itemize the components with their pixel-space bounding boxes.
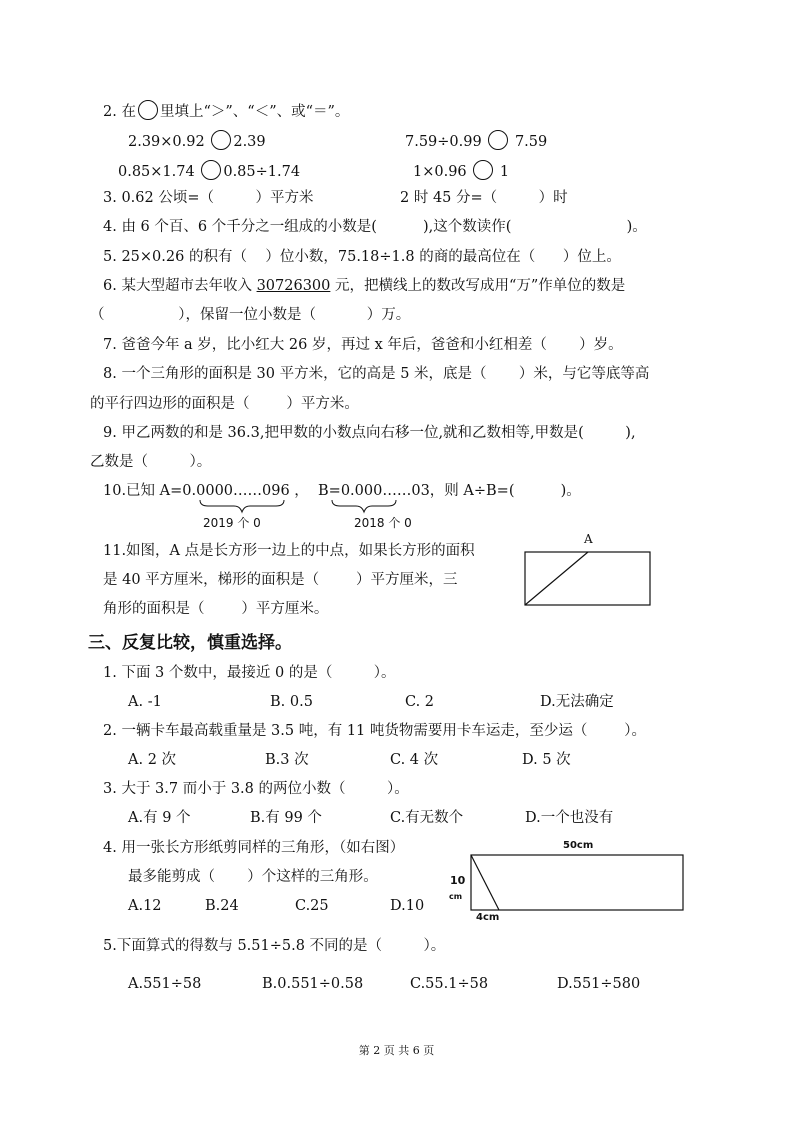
q11-line3: 角形的面积是（ ）平方厘米。: [103, 601, 329, 617]
s3-q1: 1. 下面 3 个数中，最接近 0 的是（ ）。: [103, 665, 396, 681]
q3a: 3. 0.62 公顷=（ ）平方米: [103, 190, 314, 206]
q4: 4. 由 6 个百、6 个千分之一组成的小数是( ),这个数读作( )。: [103, 219, 647, 235]
q10-braces: [200, 500, 396, 512]
q10: 10.已知 A=0.0000……096 ， B=0.000……03，则 A÷B=( )。: [103, 483, 581, 499]
option[interactable]: B.0.551÷0.58: [262, 976, 364, 992]
rectangle: [525, 552, 650, 605]
option[interactable]: B. 0.5: [270, 694, 313, 710]
q10-label-b: 2018 个 0: [354, 516, 412, 530]
q2-compare-4: 1×0.96 1: [413, 160, 509, 182]
q2-prompt: 2. 在 里填上“＞”、“＜”、或“＝”。: [103, 100, 349, 122]
q5: 5. 25×0.26 的积有（ ）位小数，75.18÷1.8 的商的最高位在（ ）位上。: [103, 249, 621, 265]
option[interactable]: B.24: [205, 898, 239, 914]
brace-a: [200, 500, 284, 512]
option[interactable]: D.10: [390, 898, 425, 914]
option[interactable]: A.551÷58: [128, 976, 202, 992]
option[interactable]: D.无法确定: [540, 694, 614, 710]
option[interactable]: D.551÷580: [557, 976, 641, 992]
page-footer: 第 2 页 共 6 页: [358, 1044, 435, 1057]
s3-q4: 4. 用一张长方形纸剪同样的三角形，（如右图）: [103, 840, 405, 856]
q3b: 2 时 45 分=（ ）时: [400, 190, 568, 206]
q7: 7. 爸爸今年 a 岁，比小红大 26 岁，再过 x 年后，爸爸和小红相差（ ）岁。: [103, 337, 623, 353]
q2-compare-3: 0.85×1.74 0.85÷1.74: [118, 160, 300, 182]
underlined-number: 30726300: [256, 278, 331, 294]
q11-line2: 是 40 平方厘米，梯形的面积是（ ）平方厘米，三: [103, 572, 458, 588]
option[interactable]: A. 2 次: [128, 752, 177, 768]
q6-cont: （ ），保留一位小数是（ ）万。: [90, 307, 411, 323]
s3-q5: 5.下面算式的得数与 5.51÷5.8 不同的是（ ）。: [103, 938, 446, 954]
option[interactable]: B.有 99 个: [250, 810, 322, 826]
point-a-label: A: [584, 532, 593, 546]
fig-bottom-label: 4cm: [476, 912, 500, 923]
fig-left-num: 10: [450, 874, 466, 887]
fig-top-label: 50cm: [563, 840, 594, 851]
option[interactable]: C.25: [295, 898, 329, 914]
q8-cont: 的平行四边形的面积是（ ）平方米。: [90, 396, 359, 412]
q9-cont: 乙数是（ ）。: [90, 454, 212, 470]
option[interactable]: C.55.1÷58: [410, 976, 489, 992]
option[interactable]: A.12: [128, 898, 162, 914]
q11-figure: [525, 552, 650, 605]
q2-compare-1: 2.39×0.92 2.39: [128, 130, 266, 152]
option[interactable]: D.一个也没有: [525, 810, 614, 826]
option[interactable]: A. -1: [128, 694, 162, 710]
option[interactable]: C. 4 次: [390, 752, 439, 768]
s3-q4-cont: 最多能剪成（ ）个这样的三角形。: [128, 869, 378, 885]
q2-compare-2: 7.59÷0.99 7.59: [405, 130, 547, 152]
q10-label-a: 2019 个 0: [203, 516, 261, 530]
option[interactable]: C. 2: [405, 694, 435, 710]
s3-q2: 2. 一辆卡车最高载重量是 3.5 吨，有 11 吨货物需要用卡车运走，至少运（ ）。: [103, 723, 647, 739]
option[interactable]: B.3 次: [265, 752, 309, 768]
q4-figure: [471, 855, 683, 910]
q8: 8. 一个三角形的面积是 30 平方米，它的高是 5 米，底是（ ）米，与它等底等高: [103, 366, 650, 382]
fig-left-unit: cm: [449, 892, 463, 901]
option[interactable]: C.有无数个: [390, 810, 464, 826]
q6: 6. 某大型超市去年收入 30726300 元，把横线上的数改写成用“万”作单位的数是: [103, 278, 626, 294]
cut-line: [471, 855, 499, 910]
brace-b: [332, 500, 396, 512]
option[interactable]: A.有 9 个: [128, 810, 191, 826]
option[interactable]: D. 5 次: [522, 752, 571, 768]
s3-q3: 3. 大于 3.7 而小于 3.8 的两位小数（ ）。: [103, 781, 409, 797]
paper-rectangle: [471, 855, 683, 910]
q11-line1: 11.如图，A 点是长方形一边上的中点，如果长方形的面积: [103, 543, 475, 559]
section3-title: 三、反复比较，慎重选择。: [88, 633, 292, 653]
q9: 9. 甲乙两数的和是 36.3,把甲数的小数点向右移一位,就和乙数相等,甲数是( ),: [103, 425, 636, 441]
diagonal-line: [525, 552, 588, 605]
